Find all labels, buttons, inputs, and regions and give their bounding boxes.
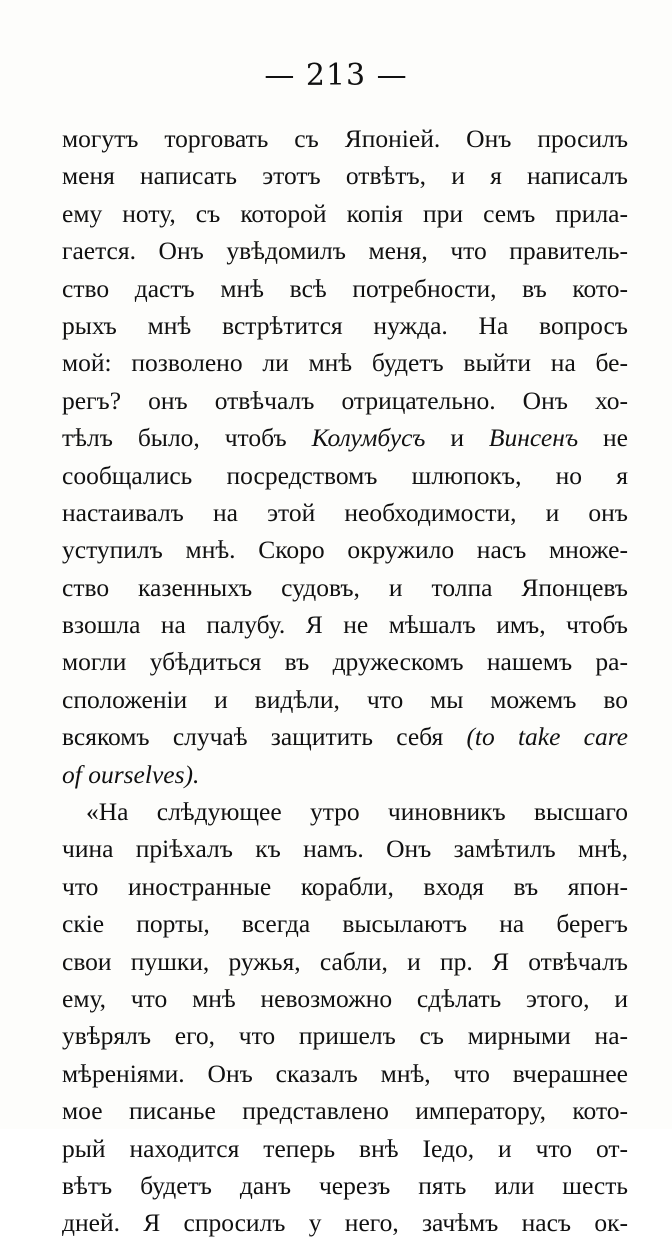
text-line-ship-names xyxy=(62,419,628,456)
text-line: регъ? онъ отвѣчалъ отрицательно. Онъ хо- xyxy=(62,385,628,415)
paragraph-1 xyxy=(62,120,628,793)
text-line: взошла на палубу. Я не мѣшалъ имъ, чтобъ xyxy=(62,610,628,640)
text-line-english-quote xyxy=(62,718,628,755)
text-line: дней. Я спросилъ у него, зачѣмъ насъ ок- xyxy=(62,1208,628,1238)
text-line: мѣреніями. Онъ сказалъ мнѣ, что вчерашнее xyxy=(62,1058,628,1088)
text-line-english-quote-end xyxy=(62,756,628,793)
line-segment: не xyxy=(578,423,628,453)
text-line: ство казенныхъ судовъ, и толпа Японцевъ xyxy=(62,572,628,602)
text-line: мой: позволено ли мнѣ будетъ выйти на бе- xyxy=(62,348,628,378)
ship-name-vincennes: Винсенъ xyxy=(488,423,579,453)
text-line: могли убѣдиться въ дружескомъ нашемъ ра- xyxy=(62,647,628,677)
text-line: ство дастъ мнѣ всѣ потребности, въ кото- xyxy=(62,273,628,303)
text-line: вѣтъ будетъ данъ черезъ пять или шесть xyxy=(62,1170,628,1200)
ship-name-columbus: Колумбусъ xyxy=(311,423,426,453)
text-line: свои пушки, ружья, сабли, и пр. Я отвѣчалъ xyxy=(62,946,628,976)
line-segment: тѣлъ было, чтобъ xyxy=(62,423,312,453)
line-segment: и xyxy=(425,423,489,453)
page-number: — 213 — xyxy=(264,58,408,93)
line-segment: всякомъ случаѣ защитить себя xyxy=(62,722,467,752)
text-line: ему, что мнѣ невозможно сдѣлать этого, и xyxy=(62,983,628,1013)
page-text xyxy=(62,120,628,1242)
english-quote-start: (to take care xyxy=(466,722,628,752)
text-line: мое писанье представлено императору, кото- xyxy=(62,1096,628,1126)
text-line-first: «На слѣдующее утро чиновникъ высшаго xyxy=(86,797,628,827)
text-line: гается. Онъ увѣдомилъ меня, что правитель- xyxy=(62,236,628,266)
text-line: сообщались посредствомъ шлюпокъ, но я xyxy=(62,460,628,490)
english-quote-end: of ourselves). xyxy=(62,759,200,789)
text-line: настаивалъ на этой необходимости, и онъ xyxy=(62,497,628,527)
text-line: рыхъ мнѣ встрѣтится нужда. На вопросъ xyxy=(62,310,628,340)
text-line: увѣрялъ его, что пришелъ съ мирными на- xyxy=(62,1021,628,1051)
text-line: скіе порты, всегда высылаютъ на берегъ xyxy=(62,909,628,939)
text-line: что иностранные корабли, входя въ япон- xyxy=(62,871,628,901)
text-line: ему ноту, съ которой копія при семъ прила- xyxy=(62,198,628,228)
text-line: уступилъ мнѣ. Скоро окружило насъ множе- xyxy=(62,535,628,565)
paragraph-2 xyxy=(62,793,628,1242)
text-line: сположеніи и видѣли, что мы можемъ во xyxy=(62,684,628,714)
text-line: чина пріѣхалъ къ намъ. Онъ замѣтилъ мнѣ, xyxy=(62,834,628,864)
text-line: рый находится теперь внѣ Іедо, и что от- xyxy=(62,1133,628,1163)
text-line: могутъ торговать съ Японіей. Онъ просилъ xyxy=(62,124,628,153)
text-line: меня написать этотъ отвѣтъ, и я написалъ xyxy=(62,161,628,191)
